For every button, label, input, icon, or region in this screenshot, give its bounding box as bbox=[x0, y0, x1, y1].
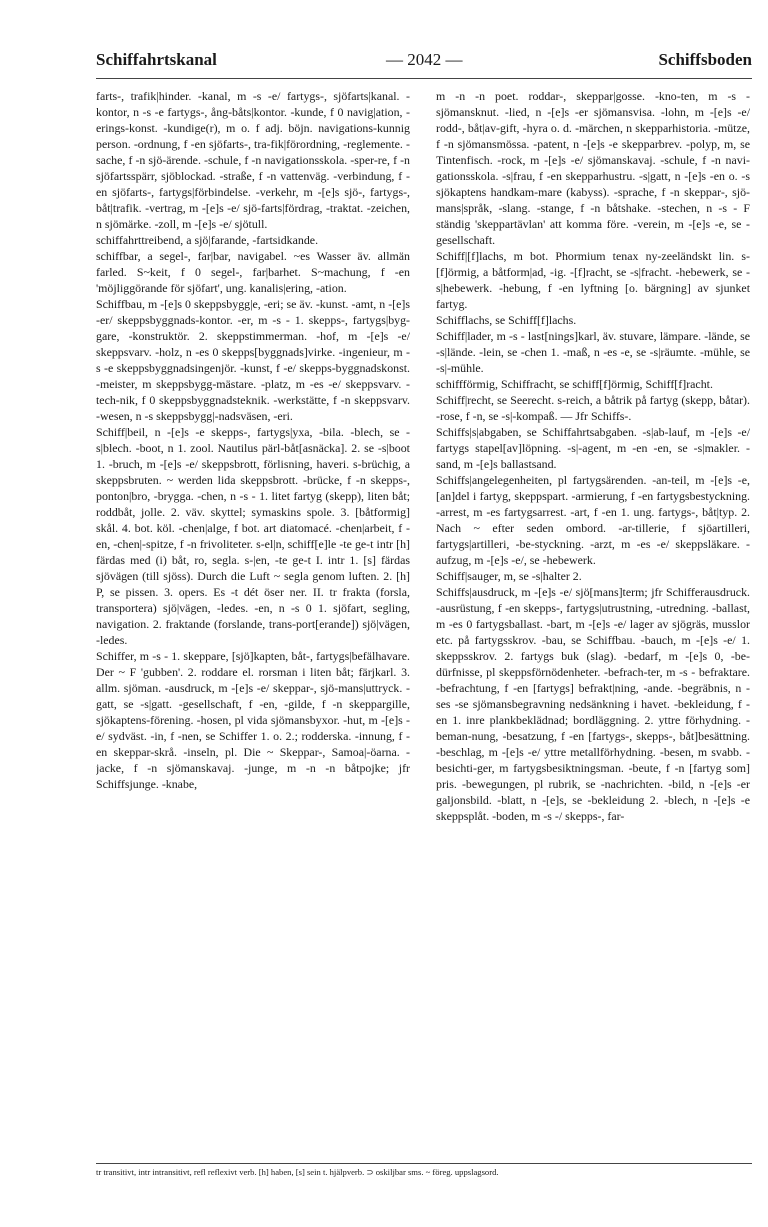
entry-paragraph: farts-, trafik|hinder. -kanal, m -s -e/ fartygs-, sjöfarts|kanal. -kontor, n -s -e fartygs-, ång-båts|kontor. -kunde, f 0 navig|ation, -erings-konst. -kundige(r), m o. f adj. böjn. navigations-kunnig person. -ordnung, f -en sjöfarts-, tra-fik|förordning, -reglemente. -sache, f -n sjö-ärende. -schule, f -n navigationsskola. -sper-re, f -n sjöfartsspärr, sjöblockad. -straße, f -n vattenväg. -verbindung, f -en sjöfarts-, fartygs|förbindelse. -verkehr, m -[e]s sjö-, fartygs-, båt|trafik. -vertrag, m -[e]s -e/ sjö-farts|fördrag, -traktat. -zeichen, n sjömärke. -zoll, m -[e]s -e/ sjötull. bbox=[96, 89, 410, 231]
entry-paragraph: Schiffbau, m -[e]s 0 skeppsbygg|e, -eri; se äv. -kunst. -amt, n -[e]s -er/ skeppsbyggnads-kontor. -er, m -s - 1. skepps-, fartygs|byg-gare, -konstruktör. 2. skeppstimmerman. -hof, m -[e]s -e/ skeppsvarv. -holz, n -es 0 skepps[byggnads]virke. -ingenieur, m -s -e skeppsbyggnadsingenjör. -kunst, f -e/ skepps-byggnadskonst. -meister, m skeppsbygg-mästare. -platz, m -es -e/ skeppsvarv. -tech-nik, f 0 skeppsbyggnadsteknik. -werkstätte, f -n skeppsvarv. -wesen, n -s skeppsbygg|-nadsväsen, -eri. bbox=[96, 297, 410, 423]
entry-paragraph: m -n -n poet. roddar-, skeppar|gosse. -kno-ten, m -s - sjömansknut. -lied, n -[e]s -er sjömansvisa. -lohn, m -[e]s -e/ rodd-, båt|av-gift, -hyra o. d. -märchen, n skepparhistoria. -mütze, f -n sjömansmössa. -patent, n -[e]s -e skepparbrev. -polyp, m, se Tintenfisch. -rock, m -[e]s -e/ sjömanskavaj. -schule, f -n navi-gationsskola. -s|frau, f -en skepparhustru. -s|gatt, n -[e]s -en o. -s sjökaptens handkam-mare (kabyss). -sprache, f -n skeppar-, sjö-mans|språk, -slang. -stange, f -n båtshake. -stechen, n -s - F ständig 'skeppartävlan' att komma före. -verein, m -[e]s -e, se -gesellschaft. bbox=[436, 89, 750, 247]
entry-paragraph: Schifflachs, se Schiff[f]lachs. bbox=[436, 313, 577, 327]
running-header bbox=[96, 50, 752, 74]
entry-paragraph: Schiffs|angelegenheiten, pl fartygsärenden. -an-teil, m -[e]s -e, [an]del i fartyg, skeppspart. -armierung, f -en fartygsbestyckning. -arrest, m -es fartygsarrest. -art, f -en 1. ung. fartygs-, båt|typ. 2. Nach ~ efter seden ombord. -ar-tillerie, f sjöartilleri, fartygs|artilleri, -be-styckning. -arzt, m -es -e/ skeppsläkare. -aufzug, m -[e]s -e/, se -hebewerk. bbox=[436, 473, 750, 567]
header-first-word: Schiffahrtskanal bbox=[96, 50, 217, 69]
entry-paragraph: Schiffs|ausdruck, m -[e]s -e/ sjö[mans]term; jfr Schifferausdruck. -ausrüstung, f -en skepps-, fartygs|utrustning, -utredning. -ballast, m -es 0 fartygsballast. -bart, m -[e]s -e/ lager av sjögräs, musslor etc. på fartygsskrov. -bau, se Schiffbau. -bauch, m -[e]s -e/ 1. skeppsskrov. 2. fartygs buk (slag). -bedarf, m -[e]s 0, -be-dürfnisse, pl skeppsförnödenheter. -befrach-ter, m -s - befraktare. -befrachtung, f -en [fartygs] befrakt|ning, -ande. -begräbnis, n -ses -se sjömansbegravning nedsänkning i havet. -bekleidung, f -en 1. inre plankbeklädnad; bordläggning. 2. yttre förhydning. -beman-nung, -besatzung, f -en [fartygs-, skepps-, båt]besättning. -beschlag, m -[e]s -e/ yttre metallförhydning. -besen, m svabb. -besichti-ger, m fartygsbesiktningsman. -beute, f -n [fartyg som] pris. -bewegungen, pl rubrik, se -nachrichten. -bild, n -[e]s -er galjonsbild. -blatt, n -[e]s, se -bekleidung 2. -blech, n -[e]s -e skeppsplåt. -boden, m -s -/ skepps-, far- bbox=[436, 585, 750, 823]
header-rule bbox=[96, 78, 752, 79]
abbreviation-footer: tr transitivt, intr intransitivt, refl reflexivt verb. [h] haben, [s] sein t. hjälpverb. ⊃ oskiljbar sms. ~ föreg. uppslagsord. bbox=[96, 1163, 752, 1182]
entry-paragraph: Schiff|beil, n -[e]s -e skepps-, fartygs|yxa, -bila. -blech, se -s|blech. -boot, n 1. zool. Nautilus pärl-båt[asnäcka]. 2. se -s|boot 1. -bruch, m -[e]s -e/ skeppsbrott, förlisning, haveri. s-brüchig, a skeppsbruten. ~ werden lida skeppsbrott. -brücke, f -n skepps-, ponton|bro, -brygga. -chen, n -s - 1. litet fartyg (skepp), liten båt; roddbåt, jolle. 2. väv. skyttel; symaskins spole. 3. [båtformig] skål. 4. bot. köl. -chen|alge, f bot. art diatomacé. -chen|arbeit, f -en, -chen|-spitze, f -n frivoliteter. s-el|n, schiff[e]le -te ge-t intr [h] färdas med (i) båt, ro, segla. s-|en, -te ge-t I. intr 1. [s] färdas sjövägen (till sjöss). Durch die Luft ~ segla genom luften. 2. [h] P, se pissen. 3. opers. Es -t dét öser ner. II. tr frakta (forsla, transportera) sjö|vägen, -ledes. -en, n -s 0 1. sjöfart, segling, navigation. 2. fraktande (forslande, trans-port[erande]) sjö|vägen, -ledes. bbox=[96, 425, 410, 647]
entry-paragraph: Schiffs|s|abgaben, se Schiffahrtsabgaben. -s|ab-lauf, m -[e]s -e/ fartygs stapel[av]löpning. -s|-agent, m -en -en, se -s|makler. -sand, m -[e]s ballastsand. bbox=[436, 425, 750, 471]
entry-paragraph: schiffbar, a segel-, far|bar, navigabel. ~es Wasser äv. allmän farled. S~keit, f 0 segel-, far|barhet. S~machung, f -en 'möjliggörande för sjöfart', ung. kanalis|ering, -ation. bbox=[96, 249, 410, 295]
right-column bbox=[436, 88, 750, 1148]
entry-paragraph: Schiff|lader, m -s - last[nings]karl, äv. stuvare, lämpare. -lände, se -s|lände. -lein, se -chen 1. -maß, n -es -e, se -s|räumte. -mühle, se -s|-mühle. bbox=[436, 329, 750, 375]
left-column bbox=[96, 88, 410, 1148]
entry-paragraph: schiffförmig, Schiffracht, se schiff[f]örmig, Schiff[f]racht. bbox=[436, 377, 713, 391]
page-number: — 2042 — bbox=[386, 50, 463, 69]
entry-paragraph: Schiffer, m -s - 1. skeppare, [sjö]kapten, båt-, fartygs|befälhavare. Der ~ F 'gubben'. 2. roddare el. rorsman i liten båt; färjkarl. 3. allm. sjöman. -ausdruck, m -[e]s -e/ skeppar-, sjö-mans|uttryck. -gatt, se -s|gatt. -gesellschaft, f -en, -gilde, f -n skeppargille, sjökaptens-förening. -hosen, pl vida sjömansbyxor. -hut, m -[e]s -e/ sydväst. -in, f -nen, se Schiffer 1. o. 2.; rodderska. -innung, f -en skeppar-skrå. -inseln, pl. Die ~ Skeppar-, Samoa|-öarna. -jacke, f -n sjömanskavaj. -junge, m -n -n båtpojke; jfr Schiffsjunge. -knabe, bbox=[96, 649, 410, 791]
entry-paragraph: Schiff|recht, se Seerecht. s-reich, a båtrik på fartyg (skepp, båtar). -rose, f -n, se -s|-kompaß. — Jfr Schiffs-. bbox=[436, 393, 750, 423]
entry-paragraph: schiffahrttreibend, a sjö|farande, -fartsidkande. bbox=[96, 233, 319, 247]
entry-paragraph: Schiff|sauger, m, se -s|halter 2. bbox=[436, 569, 582, 583]
entry-paragraph: Schiff|[f]lachs, m bot. Phormium tenax ny-zeeländskt lin. s-[f]örmig, a båtform|ad, -ig. -[f]racht, se -s|fracht. -hebewerk, se -s|hebewerk. -hebung, f -en lyftning [o. bärgning] av sjunket fartyg. bbox=[436, 249, 750, 311]
header-last-word: Schiffsboden bbox=[658, 50, 752, 69]
